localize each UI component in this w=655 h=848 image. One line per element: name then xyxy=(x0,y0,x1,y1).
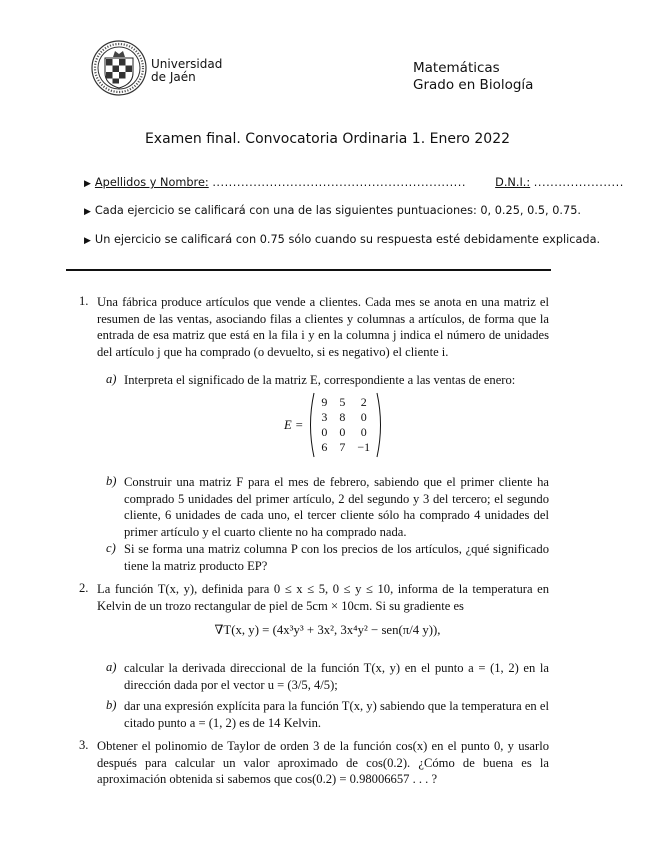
matrix-cell: 0 xyxy=(321,425,328,439)
matrix-row xyxy=(315,425,376,440)
triangle-bullet-icon: ▶ xyxy=(84,207,91,217)
q2b-label: b) xyxy=(106,698,117,712)
matrix-name: E = xyxy=(284,417,304,432)
matrix-cell: 6 xyxy=(321,440,328,454)
q1a-label: a) xyxy=(106,372,117,386)
dni-label: D.N.I.: xyxy=(495,176,531,189)
matrix-cell: 3 xyxy=(321,410,328,424)
gradient-formula: ∇T(x, y) = (4x³y³ + 3x², 3x⁴y² − sen(π/4 y)), xyxy=(214,623,441,637)
q3-number: 3. xyxy=(79,738,89,752)
university-name-line1: Universidad xyxy=(151,57,223,71)
q1-number: 1. xyxy=(79,294,89,308)
q1b-text: Construir una matriz F para el mes de febrero, sabiendo que el primer cliente ha comprado 5 unidades del primer artículo, 2 del segundo y 3 del tercero; el segundo cliente, 6 unidades de cada uno, el tercer cliente sólo ha comprado 4 unidades del primer artículo y el cuarto cliente no ha comprado nada. xyxy=(124,475,549,539)
matrix-table xyxy=(315,395,376,455)
matrix-row xyxy=(315,410,376,425)
matrix-cell: 0 xyxy=(339,425,346,439)
subject-title: Matemáticas xyxy=(413,60,500,76)
university-seal-icon xyxy=(91,40,147,96)
matrix-row xyxy=(315,440,376,455)
matrix-e xyxy=(284,392,384,458)
q1c-text: Si se forma una matriz columna P con los precios de los artículos, ¿qué significado tiene la matriz producto EP? xyxy=(124,542,549,573)
matrix-cell: 8 xyxy=(339,410,346,424)
name-dni-line xyxy=(84,176,624,189)
matrix-row xyxy=(315,395,376,410)
right-paren-icon xyxy=(376,392,384,458)
matrix-cell: 0 xyxy=(360,425,367,439)
explained-text: Un ejercicio se calificará con 0.75 sólo cuando su respuesta esté debidamente explicada. xyxy=(94,233,601,246)
triangle-bullet-icon: ▶ xyxy=(84,179,91,189)
matrix-cell: 7 xyxy=(339,440,346,454)
university-name-line2: de Jaén xyxy=(151,70,196,84)
exam-title: Examen final. Convocatoria Ordinaria 1. Enero 2022 xyxy=(144,131,511,147)
matrix-cell: 0 xyxy=(360,410,367,424)
name-label: Apellidos y Nombre: xyxy=(94,176,209,189)
explained-instruction xyxy=(84,233,600,246)
q1c-label: c) xyxy=(106,541,116,555)
q3-text: Obtener el polinomio de Taylor de orden 3 de la función cos(x) en el punto 0, y usarlo después para calcular un valor aproximado de cos(0.2). ¿Cómo de buena es la aproximación obtenida si sabemos que cos(0.2) = 0.98006657 . . . ? xyxy=(97,739,549,787)
q2-text: La función T(x, y), definida para 0 ≤ x ≤ 5, 0 ≤ y ≤ 10, informa de la temperatura en Kelvin de un trozo rectangular de piel de 5cm × 10cm. Si su gradiente es xyxy=(97,582,549,613)
left-paren-icon xyxy=(307,392,315,458)
q1-text: Una fábrica produce artículos que vende a clientes. Cada mes se anota en una matriz el resumen de las ventas, asociando filas a clientes y columnas a artículos, de forma que la entrada de esa matriz que está en la fila i y en la columna j indica el número de unidades del artículo j que ha comprado (o devuelto, si es negativo) el cliente i. xyxy=(97,295,549,359)
matrix-cell: 5 xyxy=(339,395,346,409)
degree-title: Grado en Biología xyxy=(413,77,534,93)
name-field[interactable]: .............................................................. xyxy=(212,176,466,189)
matrix-cell: 2 xyxy=(360,395,367,409)
triangle-bullet-icon: ▶ xyxy=(84,236,91,246)
q2b-text: dar una expresión explícita para la función T(x, y) sabiendo que la temperatura en el citado punto a = (1, 2) es de 14 Kelvin. xyxy=(124,699,549,730)
dni-field[interactable]: ...................... xyxy=(533,176,624,189)
scoring-instruction xyxy=(84,204,581,217)
q2-number: 2. xyxy=(79,581,89,595)
matrix-cell: 9 xyxy=(321,395,328,409)
q1a-text: Interpreta el significado de la matriz E, correspondiente a las ventas de enero: xyxy=(124,373,516,387)
q2a-text: calcular la derivada direccional de la función T(x, y) en el punto a = (1, 2) en la dirección dada por el vector u = (3/5, 4/5); xyxy=(124,661,549,692)
matrix-cell: −1 xyxy=(357,440,371,454)
q1b-label: b) xyxy=(106,474,117,488)
scoring-text: Cada ejercicio se calificará con una de las siguientes puntuaciones: 0, 0.25, 0.5, 0.75. xyxy=(94,204,581,217)
horizontal-rule xyxy=(66,269,551,271)
q2a-label: a) xyxy=(106,660,117,674)
